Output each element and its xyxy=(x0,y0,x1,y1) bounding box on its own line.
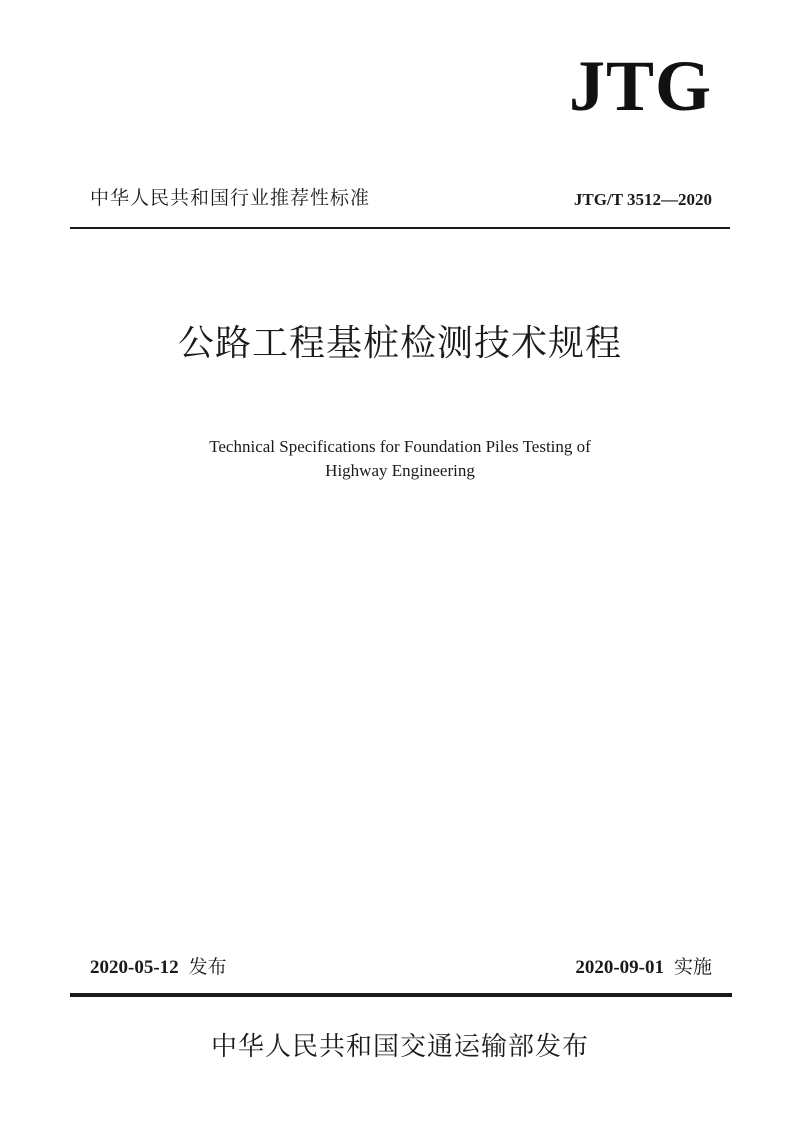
title-english-line2: Highway Engineering xyxy=(325,461,475,480)
implement-date-line xyxy=(575,955,712,980)
jtg-logo: JTG xyxy=(568,46,712,126)
implement-date: 2020-09-01 xyxy=(575,957,664,978)
title-english-line1: Technical Specifications for Foundation Piles Testing of xyxy=(209,437,591,456)
bottom-divider xyxy=(70,993,732,997)
implement-label: 实施 xyxy=(673,956,712,978)
standard-category: 中华人民共和国行业推荐性标准 xyxy=(90,187,371,209)
standard-code: JTG/T 3512—2020 xyxy=(573,190,712,209)
issue-date: 2020-05-12 xyxy=(90,957,179,978)
issue-label: 发布 xyxy=(188,956,227,978)
title-chinese: 公路工程基桩检测技术规程 xyxy=(177,323,622,364)
issue-date-line xyxy=(90,955,227,980)
title-english xyxy=(100,435,700,483)
top-divider xyxy=(70,227,730,229)
publisher: 中华人民共和国交通运输部发布 xyxy=(210,1032,589,1062)
